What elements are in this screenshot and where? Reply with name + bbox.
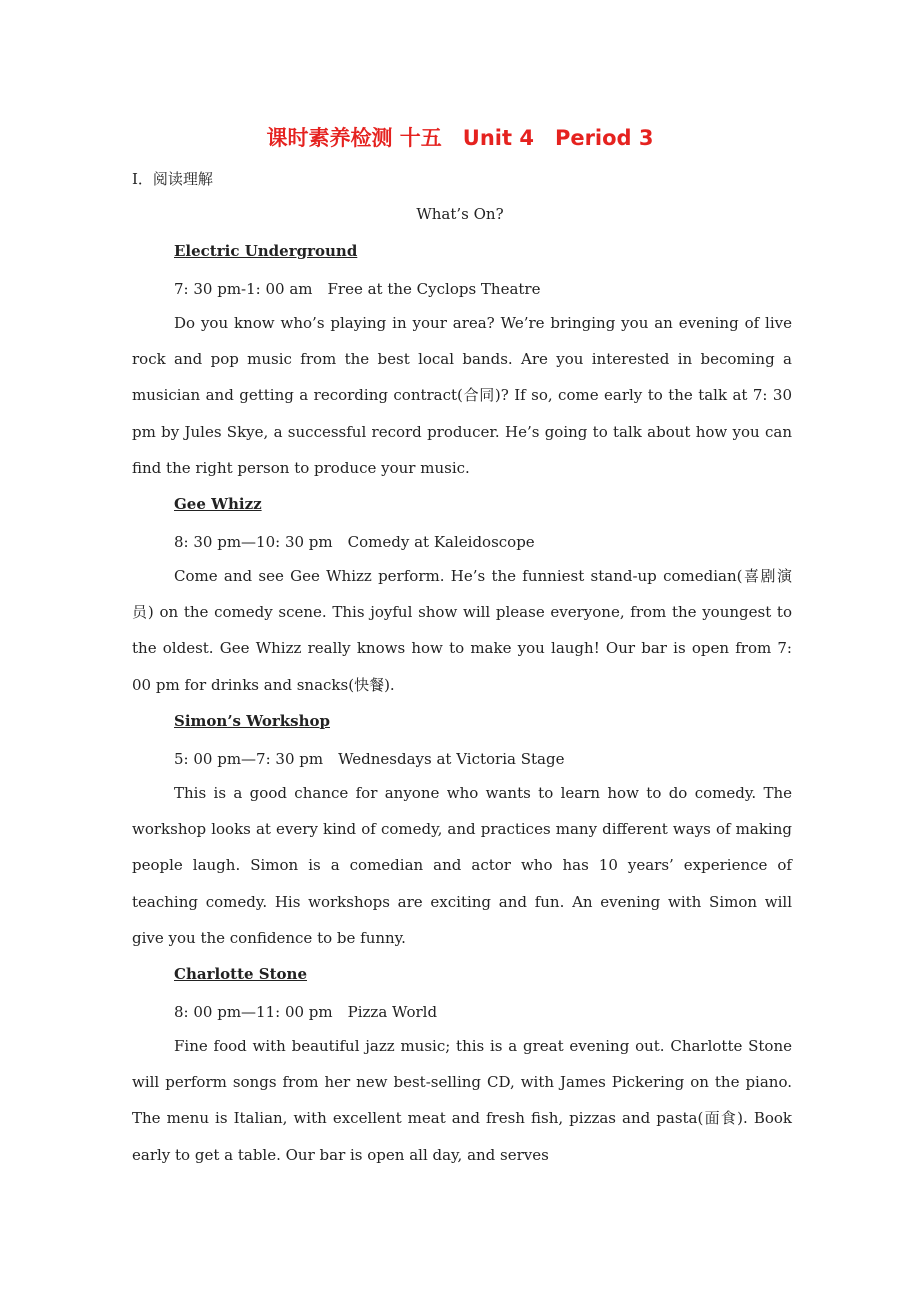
event-description-electric-underground: Do you know who’s playing in your area? We’re bringing you an evening of live rock and pop music from the best local bands. Are you interested in becoming a musician and getting a recording contract(合同)? If so, come early to the talk at 7: 30 pm by Jules Skye, a successful record producer. He’s going to talk about how you can find the right person to produce your music. (132, 314, 792, 477)
article-title: What’s On? (416, 205, 504, 223)
event-info-gee-whizz: 8: 30 pm—10: 30 pm Comedy at Kaleidoscope (174, 533, 535, 551)
event-heading-charlotte-stone: Charlotte Stone (174, 965, 308, 983)
event-heading-simons-workshop: Simon’s Workshop (174, 712, 330, 730)
event-info-simons-workshop: 5: 00 pm—7: 30 pm Wednesdays at Victoria Stage (174, 750, 565, 768)
event-heading-gee-whizz: Gee Whizz (174, 495, 262, 513)
section-label: Ⅰ．阅读理解 (132, 170, 213, 188)
event-info-electric-underground: 7: 30 pm-1: 00 am Free at the Cyclops Theatre (174, 280, 541, 298)
event-info-charlotte-stone: 8: 00 pm—11: 00 pm Pizza World (174, 1003, 438, 1021)
event-description-gee-whizz: Come and see Gee Whizz perform. He’s the funniest stand-up comedian(喜剧演员) on the comedy scene. This joyful show will please everyone, from the youngest to the oldest. Gee Whizz really knows how to make you laugh! Our bar is open from 7: 00 pm for drinks and snacks(快餐). (132, 567, 792, 694)
event-description-simons-workshop: This is a good chance for anyone who wants to learn how to do comedy. The workshop looks at every kind of comedy, and practices many different ways of making people laugh. Simon is a comedian and actor who has 10 years’ experience of teaching comedy. His workshops are exciting and fun. An evening with Simon will give you the confidence to be funny. (132, 784, 792, 947)
event-heading-electric-underground: Electric Underground (174, 242, 358, 260)
page-title: 课时素养检测 十五 Unit 4 Period 3 (266, 126, 654, 150)
event-description-charlotte-stone: Fine food with beautiful jazz music; this is a great evening out. Charlotte Stone will perform songs from her new best-selling CD, with James Pickering on the piano. The menu is Italian, with excellent meat and fresh fish, pizzas and pasta(面食). Book early to get a table. Our bar is open all day, and serves (132, 1037, 792, 1164)
